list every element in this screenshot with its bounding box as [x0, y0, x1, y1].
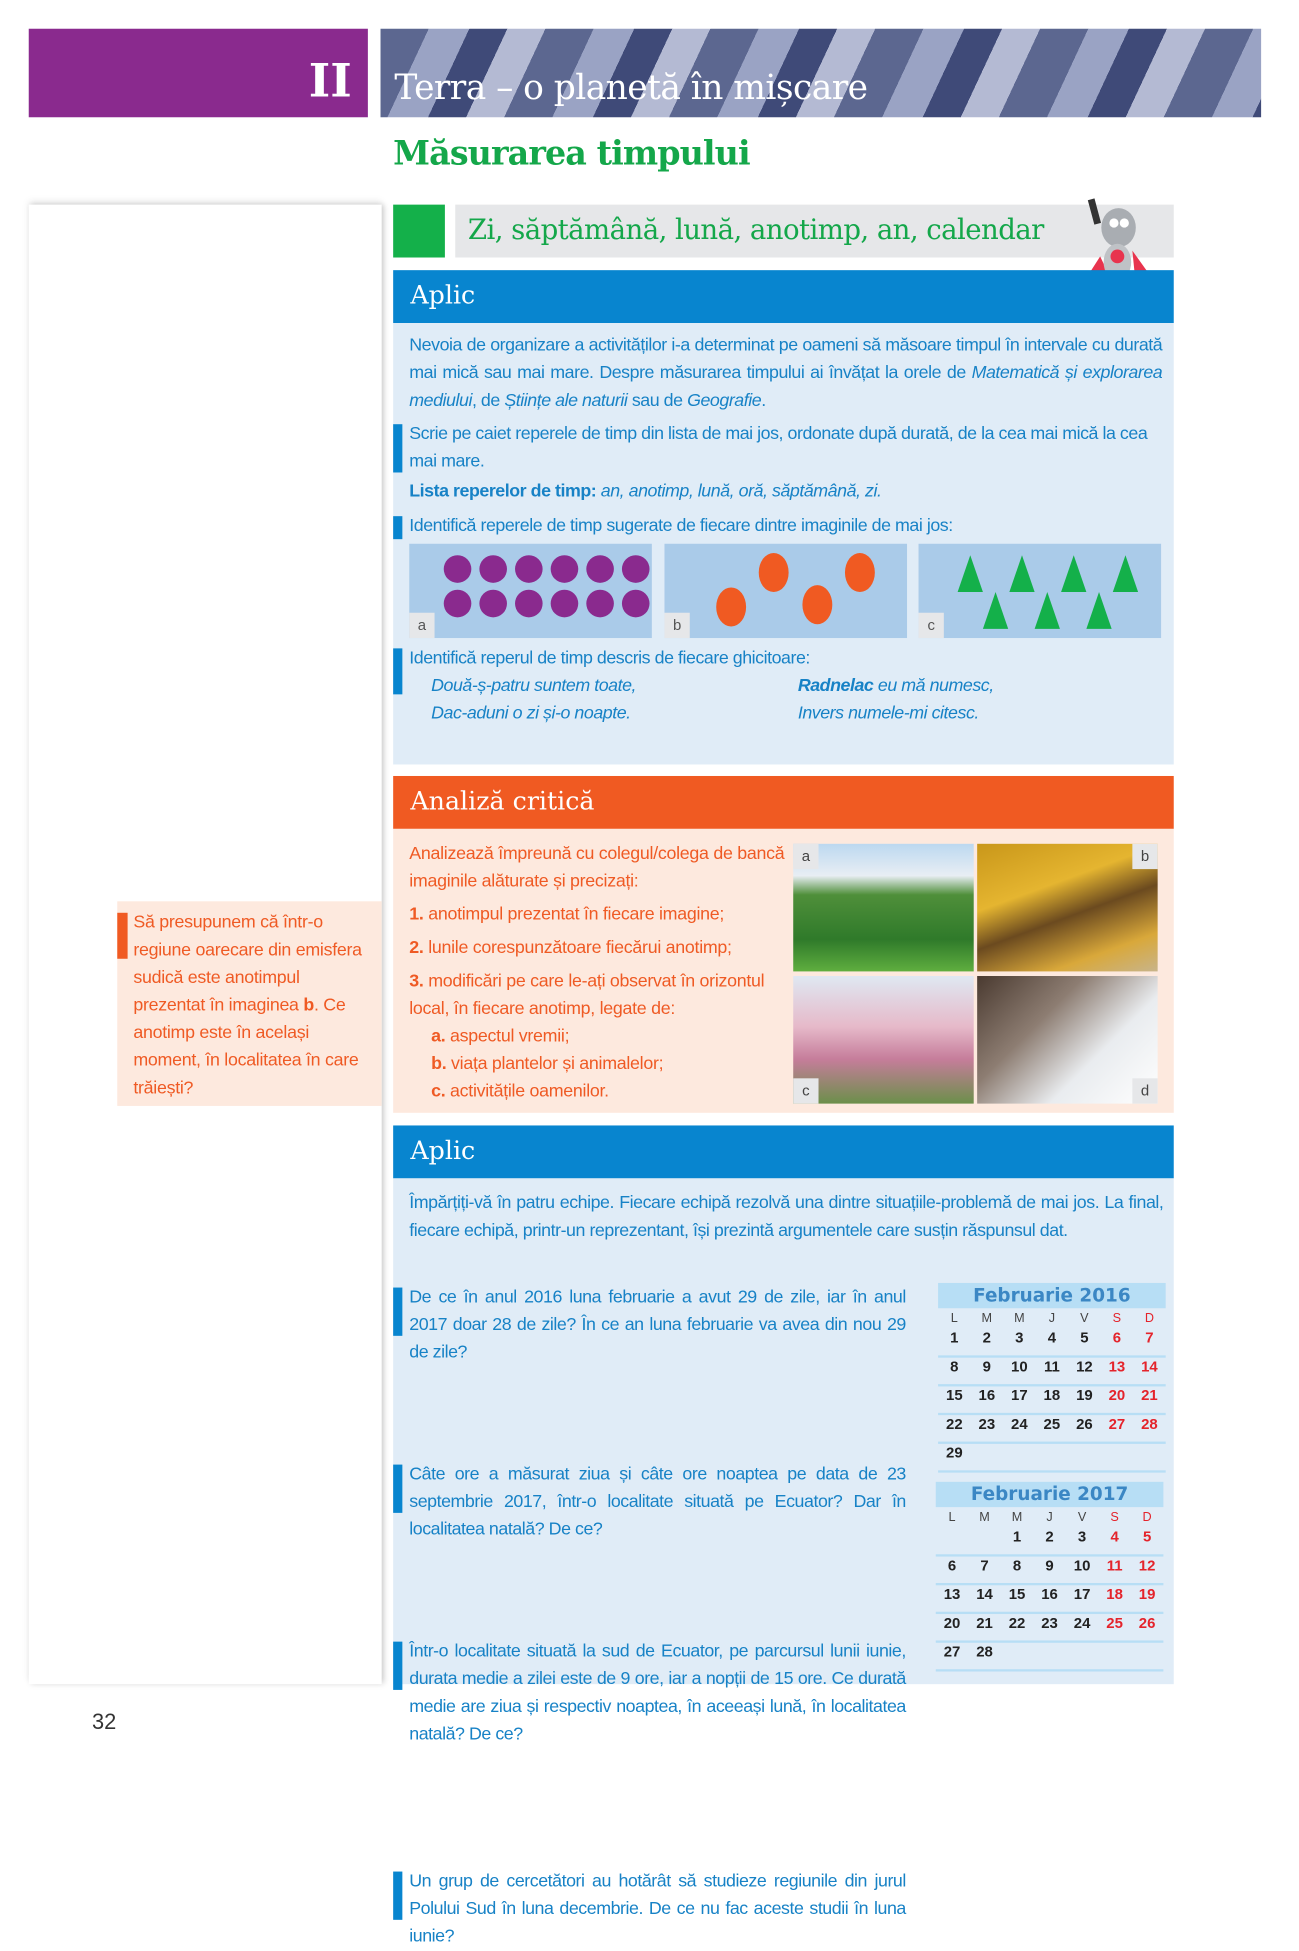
question-text: Un grup de cercetători au hotărât să studieze regiunile din jurul Polului Sud în luna decembrie. De ce nu fac aceste studii în luna iunie?: [409, 1871, 906, 1947]
side-note: [117, 901, 381, 1106]
weekday-header: [938, 1308, 1166, 1329]
calendar-day: [936, 1528, 969, 1554]
calendar-week: [936, 1557, 1164, 1586]
image-b-ovals: [664, 544, 907, 638]
calendar-february-2016: [938, 1283, 1166, 1473]
aplic-header-2: [393, 1125, 1174, 1178]
purple-dot: [586, 555, 614, 583]
calendar-day: 9: [982, 1357, 991, 1375]
calendar-day: 7: [980, 1556, 989, 1574]
page-number: 32: [91, 1710, 117, 1735]
green-triangle: [1086, 592, 1111, 629]
subtitle-marker: [393, 205, 445, 258]
green-triangle: [958, 555, 983, 592]
analiza-subitem: [409, 1078, 788, 1106]
calendar-week: [936, 1643, 1164, 1672]
purple-dot: [479, 555, 507, 583]
note-bold: b: [303, 995, 314, 1016]
aplic-title: Aplic: [410, 281, 476, 311]
image-c-triangles: [919, 544, 1162, 638]
weekday-header: [936, 1507, 1164, 1528]
purple-dot: [622, 555, 650, 583]
item-text: aspectul vremii;: [445, 1026, 570, 1047]
subtitle: Zi, săptămână, lună, anotimp, an, calendar: [467, 213, 1044, 247]
calendar-day: 9: [1045, 1556, 1054, 1574]
item-number: 1.: [409, 904, 424, 925]
note-text: Să presupunem că într-o regiune oarecare din emisfera sudică este anotimpul prezentat în imaginea: [133, 912, 362, 1016]
calendar-day: 5: [1142, 1527, 1152, 1546]
calendar-day: 6: [1112, 1328, 1122, 1347]
calendar-day: 27: [943, 1642, 961, 1661]
calendar-day: 17: [1073, 1585, 1091, 1603]
weekday-label: L: [950, 1311, 958, 1326]
analiza-subitem: [409, 1023, 788, 1051]
calendar-day: 14: [976, 1585, 993, 1603]
weekday-label: S: [1112, 1311, 1122, 1326]
analiza-item: [409, 901, 788, 929]
intro-subject: Matematică și explorarea mediului: [409, 363, 1163, 411]
purple-dot: [444, 590, 472, 618]
calendar-day: 2: [982, 1328, 991, 1347]
item-text: modificări pe care le-ați observat în orizontul local, în fiecare anotimp, legate de:: [409, 971, 765, 1019]
green-triangle: [1009, 555, 1034, 592]
calendar-day: 19: [1076, 1386, 1093, 1404]
photo-winter: [977, 976, 1157, 1104]
calendar-day: 17: [1011, 1386, 1028, 1404]
calendar-day: 21: [1141, 1386, 1158, 1404]
calendar-day: 15: [946, 1386, 963, 1404]
item-text: activitățile oamenilor.: [445, 1081, 609, 1102]
calendar-day: 26: [1138, 1614, 1156, 1632]
weekday-label: V: [1077, 1510, 1087, 1525]
analiza-title: Analiză critică: [410, 787, 595, 817]
aplic-content: [393, 332, 1164, 727]
image-label: c: [919, 613, 944, 638]
calendar-day: 16: [978, 1386, 996, 1404]
calendar-day: 4: [1047, 1328, 1057, 1347]
weekday-label: M: [979, 1510, 990, 1525]
purple-dot: [444, 555, 472, 583]
purple-dot: [479, 590, 507, 618]
weekday-label: L: [948, 1510, 956, 1525]
calendar-day: 1: [950, 1328, 959, 1347]
weekday-label: D: [1144, 1311, 1155, 1326]
question-text: De ce în anul 2016 luna februarie a avut 29 de zile, iar în anul 2017 doar 28 de zile? În ce an luna februarie va avea din nou 29 de zile?: [409, 1287, 906, 1363]
aplic-title: Aplic: [410, 1136, 476, 1166]
analiza-critica-header: [393, 776, 1174, 829]
aplic-section: [393, 323, 1174, 764]
orange-oval: [802, 585, 832, 624]
calendar-february-2017: [936, 1482, 1164, 1672]
calendar-day: 20: [1108, 1386, 1126, 1404]
task-identify-images: [393, 513, 1162, 541]
side-note-text: [133, 909, 374, 1102]
weekday-label: M: [1014, 1311, 1025, 1326]
question-2: [393, 1461, 906, 1544]
item-text: anotimpul prezentat în fiecare imagine;: [423, 904, 725, 925]
task-marker: [393, 648, 402, 694]
calendar-day: 5: [1080, 1328, 1089, 1347]
calendar-day: 6: [947, 1556, 957, 1574]
calendar-day: 15: [1008, 1585, 1026, 1603]
purple-dot: [515, 590, 543, 618]
calendar-day: 23: [978, 1415, 996, 1433]
photo-summer: [793, 844, 973, 972]
calendar-day: 3: [1015, 1328, 1024, 1347]
riddle-word: Radnelac: [797, 675, 874, 696]
weekday-label: J: [1046, 1510, 1053, 1525]
calendar-week: [938, 1358, 1166, 1387]
question-1: [393, 1284, 906, 1367]
riddle-line: Dac-aduni o zi și-o noapte.: [431, 703, 631, 724]
calendar-week: [936, 1528, 1164, 1557]
calendar-day: 11: [1106, 1556, 1123, 1574]
calendar-day: 25: [1043, 1415, 1061, 1433]
weekday-label: V: [1080, 1311, 1089, 1326]
calendar-day: 26: [1076, 1415, 1093, 1433]
calendar-day: [1131, 1643, 1164, 1669]
calendar-day: 18: [1106, 1585, 1123, 1603]
chapter-title: Terra – o planetă în mișcare: [394, 67, 868, 109]
calendar-day: 22: [946, 1415, 963, 1433]
purple-dot: [586, 590, 614, 618]
riddles: [393, 673, 1164, 728]
question-marker: [393, 1288, 402, 1336]
calendar-day: 1: [1012, 1527, 1022, 1546]
purple-dot: [622, 590, 650, 618]
calendar-day: 4: [1110, 1527, 1119, 1546]
question-text: Într-o localitate situată la sud de Ecuator, pe parcursul lunii iunie, durata medie a zilei este de 9 ore, iar a nopții de 15 ore. Ce durată medie are ziua și respectiv noaptea, în aceeași lună, în localitatea natală? De ce?: [409, 1641, 906, 1744]
calendar-day: 19: [1138, 1585, 1156, 1603]
chapter-number-box: [29, 29, 368, 118]
calendar-day: [1003, 1444, 1036, 1470]
photo-label: d: [1132, 1078, 1157, 1103]
image-a-dots: [409, 544, 652, 638]
note-marker: [117, 913, 127, 959]
list-label: Lista reperelor de timp:: [409, 481, 597, 502]
green-triangle: [983, 592, 1008, 629]
time-images: [409, 544, 1163, 638]
calendar-day: 20: [943, 1614, 961, 1632]
calendar-day: 22: [1008, 1614, 1026, 1632]
calendar-day: 18: [1043, 1386, 1061, 1404]
analiza-intro: Analizează împreună cu colegul/colega de bancă imaginile alăturate și precizați:: [409, 843, 785, 891]
task-marker: [393, 424, 402, 472]
calendar-day: 12: [1138, 1556, 1156, 1574]
intro-text: sau de: [627, 390, 688, 411]
calendar-day: 2: [1045, 1527, 1054, 1546]
calendar-day: 10: [1073, 1556, 1091, 1574]
calendar-day: [1036, 1444, 1069, 1470]
item-number: a.: [431, 1026, 446, 1047]
photo-label: a: [793, 844, 818, 869]
orange-oval: [759, 553, 789, 592]
analiza-item: [409, 935, 788, 963]
time-units-list: [393, 478, 1162, 506]
calendar-week: [938, 1444, 1166, 1473]
calendar-day: [1101, 1444, 1134, 1470]
analiza-subitem: [409, 1051, 788, 1079]
orange-oval: [845, 553, 875, 592]
calendar-week: [938, 1415, 1166, 1444]
calendar-title: Februarie 2016: [938, 1283, 1166, 1308]
task-marker: [393, 516, 402, 539]
question-text: Câte ore a măsurat ziua și câte ore noaptea pe data de 23 septembrie 2017, într-o localitate situată pe Ecuator? Dar în localitatea natală? De ce?: [409, 1464, 906, 1540]
calendar-day: 28: [976, 1642, 993, 1661]
item-text: viața plantelor și animalelor;: [446, 1054, 664, 1074]
green-triangle: [1113, 555, 1138, 592]
calendar-day: [1068, 1444, 1101, 1470]
item-number: b.: [431, 1054, 447, 1074]
question-4: [393, 1868, 906, 1951]
purple-dot: [515, 555, 543, 583]
intro-text: Nevoia de organizare a activităților i-a determinat pe oameni să măsoare timpul în intervale cu durată mai mică sau mai mare. Despre măsurarea timpului ai învățat la orele de: [409, 335, 1163, 383]
calendar-day: 29: [946, 1443, 963, 1462]
analiza-item: [409, 968, 788, 1023]
calendar-day: 24: [1011, 1415, 1028, 1433]
calendar-title: Februarie 2017: [936, 1482, 1164, 1507]
chapter-banner: [381, 29, 1262, 118]
calendar-day: [1033, 1643, 1066, 1669]
analiza-section: [393, 829, 1174, 1113]
weekday-label: S: [1110, 1510, 1119, 1525]
analiza-text: [409, 840, 788, 1106]
riddle-1: [431, 673, 798, 728]
purple-dot: [551, 590, 579, 618]
weekday-label: M: [981, 1311, 993, 1326]
question-marker: [393, 1872, 402, 1920]
weekday-label: D: [1142, 1510, 1152, 1525]
calendar-day: 23: [1041, 1614, 1058, 1632]
calendar-day: [968, 1528, 1001, 1554]
calendar-day: 13: [1108, 1357, 1126, 1375]
weekday-label: J: [1048, 1311, 1056, 1326]
calendar-day: 14: [1141, 1357, 1158, 1375]
calendar-day: 11: [1043, 1357, 1060, 1375]
calendar-day: [1001, 1643, 1034, 1669]
green-triangle: [1061, 555, 1086, 592]
item-text: lunile corespunzătoare fiecărui anotimp;: [423, 938, 732, 958]
calendar-day: 24: [1073, 1614, 1091, 1632]
lesson-title: Măsurarea timpului: [393, 133, 750, 173]
calendar-day: 7: [1145, 1328, 1154, 1347]
calendar-day: [1066, 1643, 1099, 1669]
question-marker: [393, 1465, 402, 1513]
calendar-day: 16: [1041, 1585, 1058, 1603]
calendar-day: 3: [1077, 1527, 1087, 1546]
image-label: b: [664, 613, 689, 638]
riddle-2: [798, 673, 1165, 728]
calendar-day: [1098, 1643, 1131, 1669]
green-triangle: [1035, 592, 1060, 629]
calendar-day: 12: [1076, 1357, 1093, 1375]
note-text: . Ce anotimp este în același moment, în localitatea în care trăiești?: [133, 995, 359, 1098]
calendar-day: 27: [1108, 1415, 1126, 1433]
calendar-day: [1133, 1444, 1166, 1470]
chapter-number: II: [308, 54, 352, 109]
weekday-label: M: [1011, 1510, 1023, 1525]
aplic-header: [393, 270, 1174, 323]
calendar-week: [938, 1329, 1166, 1358]
riddle-line: eu mă numesc,: [873, 675, 994, 696]
aplic2-intro: Împărțiți-vă în patru echipe. Fiecare echipă rezolvă una dintre situațiile-problemă de mai jos. La final, fiecare echipă, printr-un reprezentant, își prezintă argumentele care susțin răspunsul dat.: [409, 1193, 1164, 1241]
calendar-day: 8: [950, 1357, 959, 1375]
calendar-day: 25: [1106, 1614, 1123, 1632]
subtitle-bar: [455, 205, 1174, 258]
intro-subject: Științe ale naturii: [504, 390, 628, 411]
calendar-day: 13: [943, 1585, 961, 1603]
orange-oval: [716, 587, 746, 626]
task-text: Scrie pe caiet reperele de timp din lista de mai jos, ordonate după durată, de la cea mai mică la cea mai mare.: [409, 424, 1148, 472]
intro-text: .: [761, 390, 766, 411]
task-order-time-units: [393, 421, 1162, 476]
calendar-day: [971, 1444, 1004, 1470]
aplic-intro: [393, 332, 1162, 415]
photo-autumn: [977, 844, 1157, 972]
calendar-day: 28: [1141, 1415, 1158, 1433]
task-riddles: [393, 645, 1162, 673]
photo-label: b: [1132, 844, 1157, 869]
calendar-week: [936, 1614, 1164, 1643]
calendar-day: 21: [976, 1614, 993, 1632]
calendar-day: 10: [1011, 1357, 1028, 1375]
image-label: a: [409, 613, 434, 638]
item-number: 2.: [409, 938, 424, 958]
photo-label: c: [793, 1078, 818, 1103]
task-text: Identifică reperul de timp descris de fiecare ghicitoare:: [409, 648, 810, 668]
riddle-line: Invers numele-mi citesc.: [797, 703, 979, 724]
question-3: [393, 1638, 906, 1748]
calendar-week: [938, 1386, 1166, 1415]
task-text: Identifică reperele de timp sugerate de fiecare dintre imaginile de mai jos:: [409, 516, 953, 536]
list-items: an, anotimp, lună, oră, săptămână, zi.: [600, 481, 882, 502]
riddle-line: Două-ș-patru suntem toate,: [431, 675, 637, 696]
question-marker: [393, 1642, 402, 1690]
calendar-week: [936, 1585, 1164, 1614]
photo-spring: [793, 976, 973, 1104]
intro-subject: Geografie: [687, 390, 762, 411]
item-number: c.: [431, 1081, 446, 1102]
calendar-day: 8: [1012, 1556, 1022, 1574]
intro-text: , de: [471, 390, 505, 411]
item-number: 3.: [409, 971, 424, 991]
purple-dot: [551, 555, 579, 583]
